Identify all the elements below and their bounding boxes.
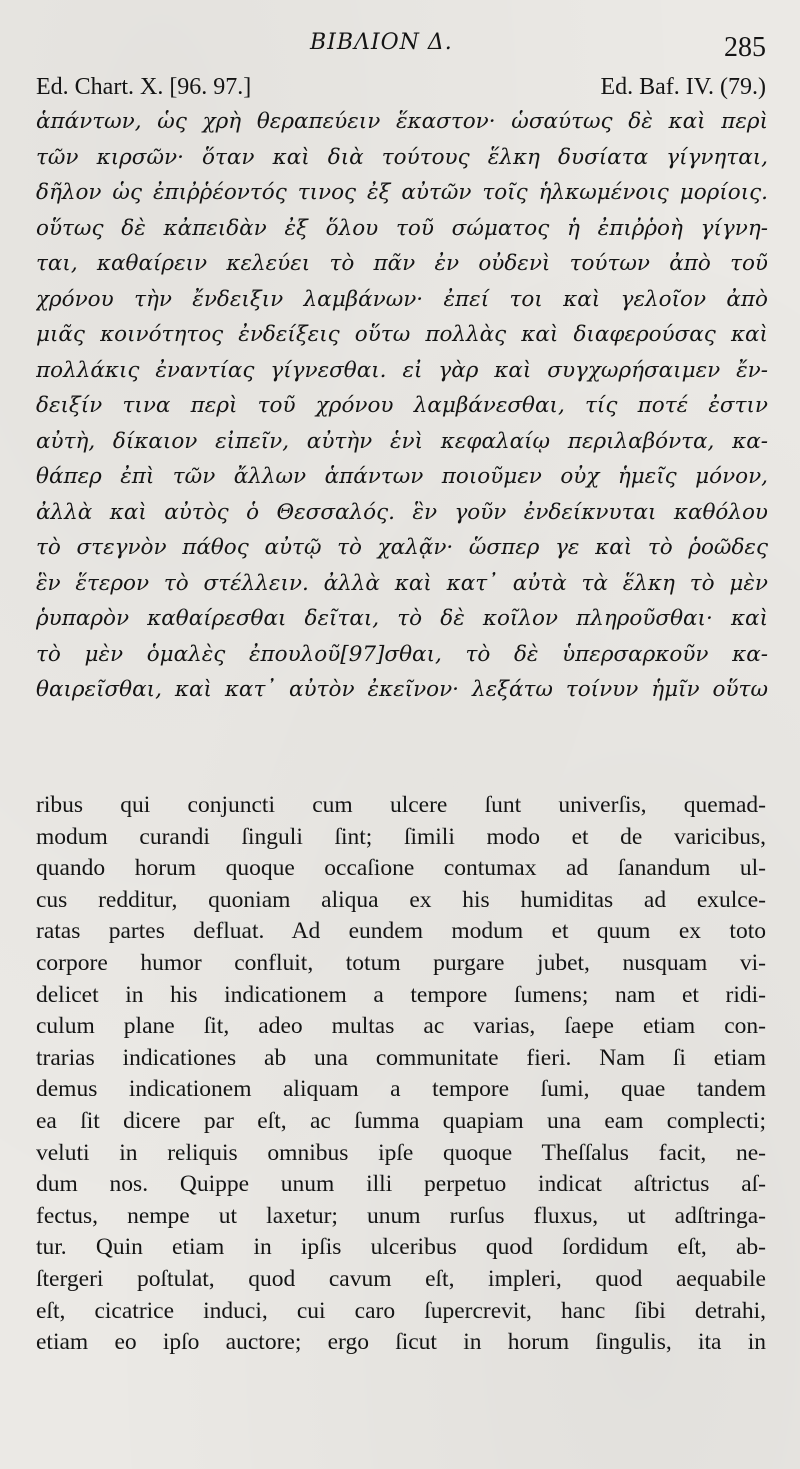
greek-line: δειξίν τινα περὶ τοῦ χρόνου λαμβάνεσθαι, τίς ποτέ ἐστιν xyxy=(36,393,768,418)
latin-line: eſt, cicatrice induci, cui caro ſupercrevit, hanc ſibi detrahi, xyxy=(36,1297,766,1324)
greek-line: ἀλλὰ καὶ αὐτὸς ὁ Θεσσαλός. ἓν γοῦν ἐνδείκνυται καθόλου xyxy=(36,499,768,525)
latin-line: dum nos. Quippe unum illi perpetuo indicat aſtrictus aſ- xyxy=(36,1171,766,1198)
latin-line: ea ſit dicere par eſt, ac ſumma quapiam una eam complecti; xyxy=(36,1107,766,1134)
greek-line: ται, καθαίρειν κελεύει τὸ πᾶν ἐν οὐδενὶ τούτων ἀπὸ τοῦ xyxy=(36,251,768,276)
greek-line: ἓν ἕτερον τὸ στέλλειν. ἀλλὰ καὶ κατ᾽ αὐτὰ τὰ ἕλκη τὸ μὲν xyxy=(36,570,768,596)
greek-text-block xyxy=(36,104,768,708)
greek-line: τὸ στεγνὸν πάθος αὐτῷ τὸ χαλᾷν· ὥσπερ γε καὶ τὸ ῥοῶδες xyxy=(36,535,768,560)
greek-line: οὕτως δὲ κἀπειδὰν ἐξ ὅλου τοῦ σώματος ἡ ἐπιῤῥοὴ γίγνη- xyxy=(36,215,768,241)
edition-reference-line xyxy=(36,74,766,106)
latin-line: delicet in his indicationem a tempore ſumens; nam et ridi- xyxy=(36,981,766,1008)
latin-line: quando horum quoque occaſione contumax ad ſanandum ul- xyxy=(36,855,766,882)
latin-line: demus indicationem aliquam a tempore ſumi, quae tandem xyxy=(36,1076,766,1103)
latin-line: ribus qui conjuncti cum ulcere ſunt univerſis, quemad- xyxy=(36,792,766,818)
edition-chartier-ref: Ed. Chart. X. [96. 97.] xyxy=(36,74,252,100)
latin-line: modum curandi ſinguli ſint; ſimili modo et de varicibus, xyxy=(36,823,766,850)
latin-line: tur. Quin etiam in ipſis ulceribus quod ſordidum eſt, ab- xyxy=(36,1234,766,1261)
greek-line: ῥυπαρὸν καθαίρεσθαι δεῖται, τὸ δὲ κοῖλον πληροῦσθαι· καὶ xyxy=(36,606,768,631)
running-head xyxy=(0,30,800,64)
latin-line: cus redditur, quoniam aliqua ex his humiditas ad exulce- xyxy=(36,886,766,913)
latin-line: culum plane ſit, adeo multas ac varias, ſaepe etiam con- xyxy=(36,1013,766,1040)
greek-line: πολλάκις ἐναντίας γίγνεσθαι. εἰ γὰρ καὶ συγχωρήσαιμεν ἔν- xyxy=(36,357,768,383)
edition-basel-ref: Ed. Baf. IV. (79.) xyxy=(600,74,766,100)
page-number: 285 xyxy=(724,32,766,63)
latin-line: trarias indicationes ab una communitate fieri. Nam ſi etiam xyxy=(36,1044,766,1071)
greek-line: ἁπάντων, ὡς χρὴ θεραπεύειν ἕκαστον· ὡσαύτως δὲ καὶ περὶ xyxy=(36,109,768,134)
latin-line: ſtergeri poſtulat, quod cavum eſt, impleri, quod aequabile xyxy=(36,1265,766,1292)
latin-line: fectus, nempe ut laxetur; unum rurſus fluxus, ut adſtringa- xyxy=(36,1202,766,1229)
latin-line: veluti in reliquis omnibus ipſe quoque Theſſalus facit, ne- xyxy=(36,1139,766,1166)
latin-line: ratas partes defluat. Ad eundem modum et quum ex toto xyxy=(36,918,766,945)
greek-line: θάπερ ἐπὶ τῶν ἄλλων ἁπάντων ποιοῦμεν οὐχ ἡμεῖς μόνον, xyxy=(36,464,768,489)
greek-line: χρόνου τὴν ἔνδειξιν λαμβάνων· ἐπεί τοι καὶ γελοῖον ἀπὸ xyxy=(36,286,768,312)
latin-line: etiam eo ipſo auctore; ergo ſicut in horum ſingulis, ita in xyxy=(36,1329,766,1356)
latin-line: corpore humor confluit, totum purgare jubet, nusquam vi- xyxy=(36,949,766,976)
greek-line: τῶν κιρσῶν· ὅταν καὶ διὰ τούτους ἕλκη δυσίατα γίγνηται, xyxy=(36,144,768,170)
greek-line: μιᾶς κοινότητος ἐνδείξεις οὕτω πολλὰς καὶ διαφερούσας καὶ xyxy=(36,322,768,347)
greek-line: αὐτὴ, δίκαιον εἰπεῖν, αὐτὴν ἑνὶ κεφαλαίῳ περιλαβόντα, κα- xyxy=(36,428,768,454)
greek-line: τὸ μὲν ὁμαλὲς ἐπουλοῦ[97]σθαι, τὸ δὲ ὑπερσαρκοῦν κα- xyxy=(36,641,768,667)
greek-line: θαιρεῖσθαι, καὶ κατ᾽ αὐτὸν ἐκεῖνον· λεξάτω τοίνυν ἡμῖν οὕτω xyxy=(36,677,768,702)
greek-line: δῆλον ὡς ἐπιῤῥέοντός τινος ἐξ αὐτῶν τοῖς ἡλκωμένοις μορίοις. xyxy=(36,180,768,205)
latin-text-block xyxy=(36,790,766,1359)
book-title: BIBΛION Δ. xyxy=(310,30,453,55)
